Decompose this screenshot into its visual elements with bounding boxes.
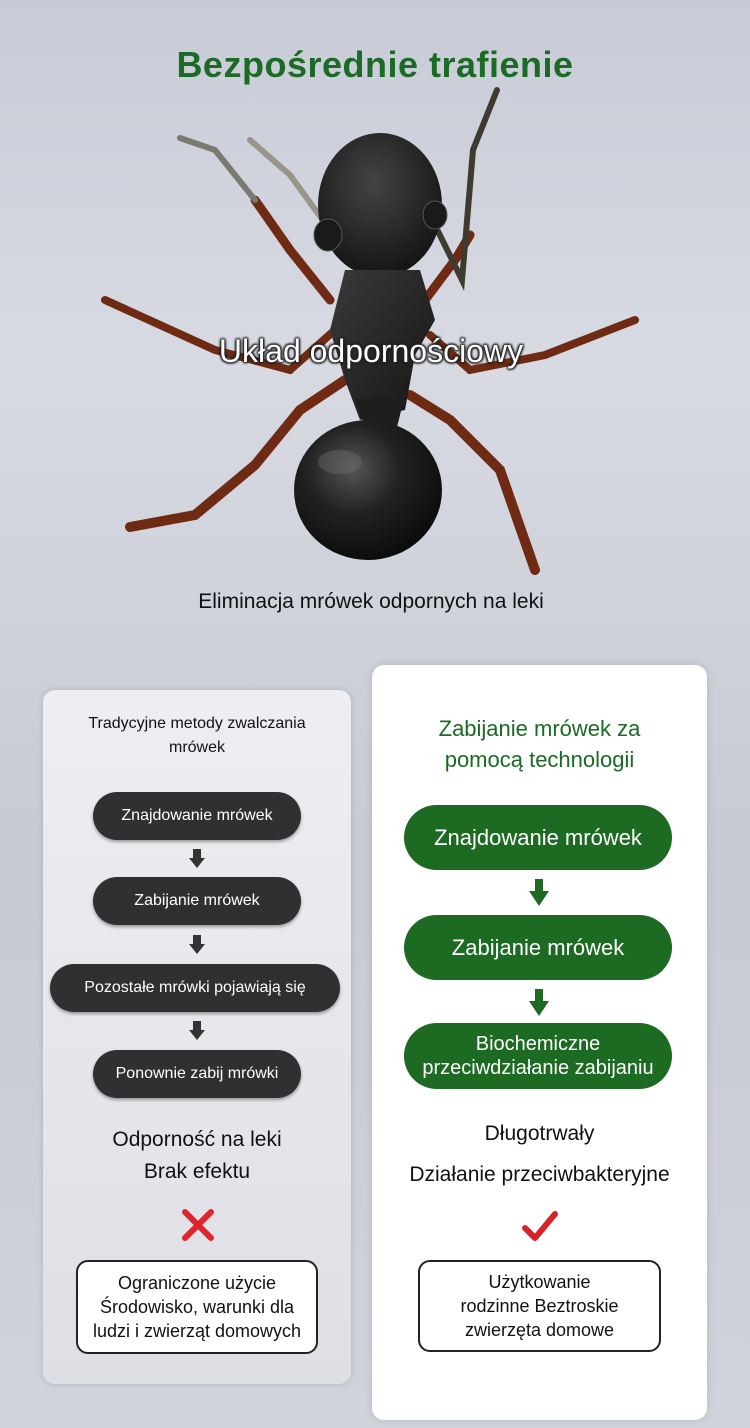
step-pill: Zabijanie mrówek <box>404 915 672 980</box>
traditional-methods-card <box>43 690 351 1384</box>
step-pill: Zabijanie mrówek <box>93 877 301 925</box>
note-line: ludzi i zwierząt domowych <box>92 1321 302 1341</box>
cross-icon <box>181 1208 215 1242</box>
card-title-line: Tradycyjne metody zwalczania <box>88 715 306 732</box>
hero-subtitle: Eliminacja mrówek odpornych na leki <box>198 590 544 613</box>
result-line: Działanie przeciwbakteryjne <box>409 1163 670 1186</box>
arrow-down-icon <box>189 935 205 955</box>
step-pill <box>404 1023 672 1089</box>
step-pill: Znajdowanie mrówek <box>404 805 672 870</box>
page-title: Bezpośrednie trafienie <box>176 44 574 85</box>
arrow-down-icon <box>189 849 205 869</box>
arrow-down-icon <box>189 1021 205 1041</box>
arrow-down-icon <box>529 879 549 907</box>
note-line: Użytkowanie <box>488 1272 591 1292</box>
card-title <box>372 713 707 775</box>
result-line: Brak efektu <box>143 1160 251 1183</box>
check-icon <box>522 1210 558 1244</box>
note-line: Ograniczone użycie <box>117 1273 277 1293</box>
step-pill: Pozostałe mrówki pojawiają się <box>50 964 340 1012</box>
hero-section <box>0 0 750 640</box>
card-title-line: mrówek <box>168 739 225 756</box>
ant-photo <box>0 0 750 640</box>
note-line: rodzinne Beztroskie <box>460 1296 619 1316</box>
arrow-down-icon <box>529 989 549 1017</box>
technology-method-card <box>372 665 707 1420</box>
note-box <box>418 1260 661 1352</box>
card-title-line: pomocą technologii <box>444 747 635 772</box>
step-pill: Ponownie zabij mrówki <box>93 1050 301 1098</box>
note-box <box>76 1260 318 1354</box>
result-line: Długotrwały <box>484 1122 595 1145</box>
step-pill-line: Biochemiczne <box>475 1033 601 1055</box>
result-text <box>43 1124 351 1188</box>
result-line: Odporność na leki <box>112 1128 282 1151</box>
step-pill: Znajdowanie mrówek <box>93 792 301 840</box>
step-pill-line: przeciwdziałanie zabijaniu <box>422 1057 654 1079</box>
overlay-label: Układ odpornościowy <box>218 333 524 369</box>
note-line: zwierzęta domowe <box>464 1320 615 1340</box>
card-title <box>43 712 351 760</box>
card-title-line: Zabijanie mrówek za <box>438 716 641 741</box>
note-line: Środowisko, warunki dla <box>99 1297 295 1317</box>
